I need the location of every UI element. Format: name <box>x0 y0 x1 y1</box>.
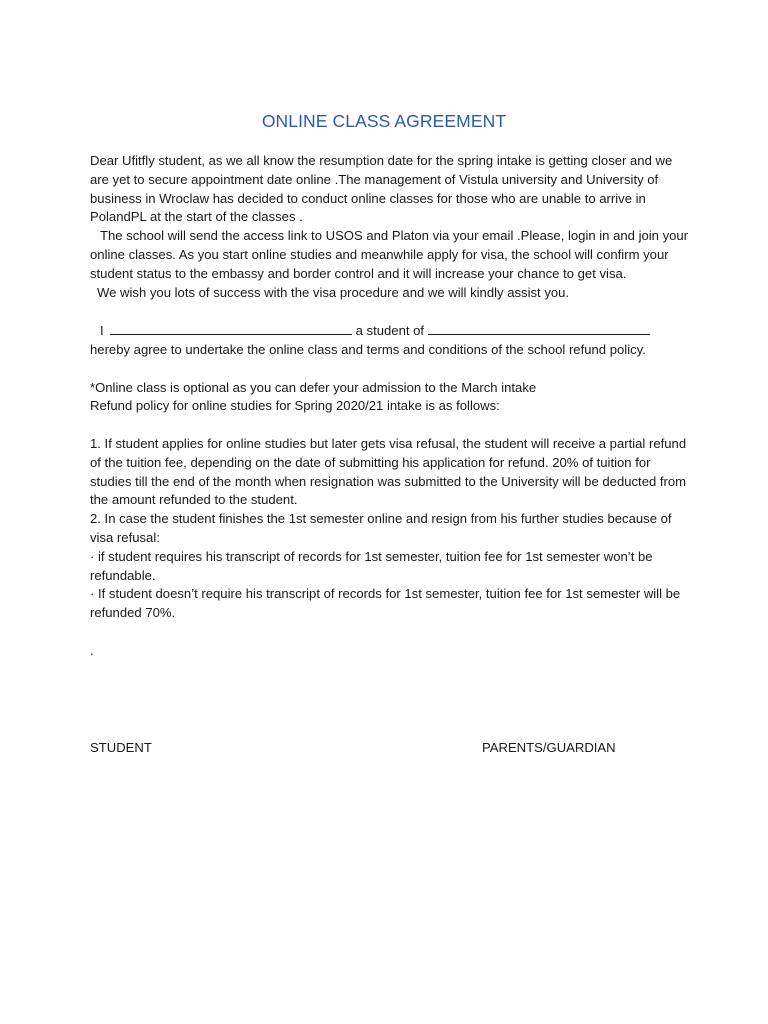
spacer <box>90 302 690 321</box>
agreement-middle: a student of <box>355 323 425 339</box>
paragraph-wishes <box>90 284 690 303</box>
optional-note: *Online class is optional as you can defer your admission to the March intake <box>90 379 537 395</box>
agreement-prefix: I <box>100 323 104 339</box>
refund-item-2b: · If student doesn’t require his transcript of records for 1st semester, tuition fee for 1st semester will be refunded 70%. <box>90 586 681 621</box>
refund-item-1: 1. If student applies for online studies but later gets visa refusal, the student will receive a partial refund of the tuition fee, depending on the date of submitting his application for refund. 20% of tuition for studies till the end of the month when resignation was submitted to the University will be deducted from the amount refunded to the student. <box>90 435 687 508</box>
refund-intro: Refund policy for online studies for Spring 2020/21 intake is as follows: <box>90 398 500 414</box>
signature-student-label: STUDENT <box>90 740 152 755</box>
document-title: ONLINE CLASS AGREEMENT <box>261 111 507 131</box>
document-body <box>90 152 690 661</box>
spacer <box>90 623 690 642</box>
trailing-dot: . <box>90 642 94 658</box>
name-blank-line <box>110 321 352 335</box>
paragraph-intro: Dear Ufitfly student, as we all know the resumption date for the spring intake is getting closer and we are yet to secure appointment date online .The management of Vistula university and University of business in Wroclaw has decided to conduct online classes for those who are unable to arrive in PolandPL at the start of the classes . <box>90 153 673 225</box>
spacer <box>90 416 690 435</box>
refund-item-2a: · if student requires his transcript of records for 1st semester, tuition fee for 1st semester won’t be refundable. <box>90 548 653 583</box>
paragraph-wishes-text: We wish you lots of success with the visa procedure and we will kindly assist you. <box>97 284 570 300</box>
paragraph-access-link-text: The school will send the access link to USOS and Platon via your email .Please, login in and join your online classes. As you start online studies and meanwhile apply for visa, the school will confirm your student status to the embassy and border control and it will increase your chance to get visa. <box>90 228 689 281</box>
school-blank-line <box>428 321 650 335</box>
paragraph-access-link <box>90 227 690 283</box>
agreement-statement <box>90 321 690 360</box>
signature-parents-label: PARENTS/GUARDIAN <box>482 740 616 755</box>
spacer <box>90 360 690 379</box>
refund-item-2: 2. In case the student finishes the 1st semester online and resign from his further studies because of visa refusal: <box>90 511 672 545</box>
agreement-rest: hereby agree to undertake the online class and terms and conditions of the school refund policy. <box>90 341 646 357</box>
